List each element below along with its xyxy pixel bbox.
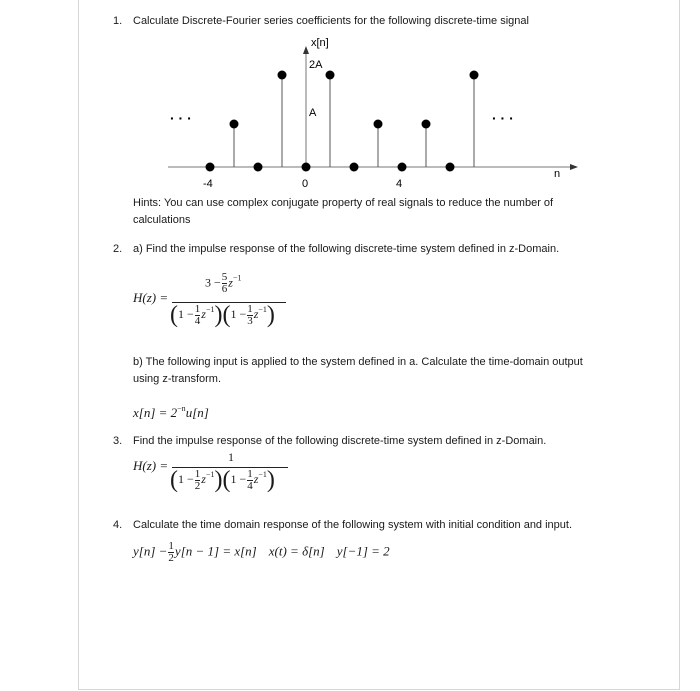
stem-point-n0 xyxy=(302,163,311,172)
q2-num-exp: −1 xyxy=(232,273,242,283)
stem-point-n-2 xyxy=(254,163,263,172)
q3-den-one-2: 1 − xyxy=(230,472,247,486)
label-2A: 2A xyxy=(309,59,323,71)
q2-den-z-2: z xyxy=(253,307,259,321)
q3-den-z-1: z xyxy=(201,472,206,486)
stem-point-n4 xyxy=(398,163,407,172)
q3-number: 3. xyxy=(113,435,123,447)
q2-den-f2-d: 3 xyxy=(247,314,253,327)
stem-point-n-3 xyxy=(230,120,239,129)
q3-den-z-2: z xyxy=(253,472,259,486)
q2b-prompt: b) The following input is applied to the system defined in a. Calculate the time-domain output xyxy=(133,356,583,368)
q1-number: 1. xyxy=(113,15,123,27)
q3-den-one-1: 1 − xyxy=(178,472,194,486)
q4-number: 4. xyxy=(113,519,123,531)
q2-num-lead: 3 − xyxy=(205,275,221,290)
q1-hint: Hints: You can use complex conjugate property of real signals to reduce the number of xyxy=(133,197,554,209)
tick-4: 4 xyxy=(396,178,403,190)
q3-den-f2-n: 1 xyxy=(247,467,253,480)
ellipsis-right: · · · xyxy=(492,110,514,126)
q2-den-one-1: 1 − xyxy=(178,307,194,321)
q2-den-exp-1: −1 xyxy=(205,305,215,314)
q4-lhs: y[n] − xyxy=(133,543,168,559)
q2-den-exp-2: −1 xyxy=(258,305,267,314)
q2-num-frac-d: 6 xyxy=(221,283,228,295)
q3-den-exp-1: −1 xyxy=(205,470,215,479)
q2-denominator: (1 − $\frac{1}{4}$ $z^{-1})(1$ − $\frac{1}{3}$ $z^{-1}$) xyxy=(170,302,275,328)
x-axis-arrow xyxy=(570,164,578,170)
q3-den-f1-n: 1 xyxy=(194,467,201,480)
y-axis-label: x[n] xyxy=(311,37,329,49)
q4-frac-d: 2 xyxy=(168,552,174,564)
stem-point-n5 xyxy=(422,120,431,129)
q2-den-f1-d: 4 xyxy=(194,314,201,327)
tick-neg4: -4 xyxy=(203,178,213,190)
stem-point-n1 xyxy=(326,71,335,80)
q4-prompt: Calculate the time domain response of the following system with initial condition and input. xyxy=(133,519,573,531)
q3-den-exp-2: −1 xyxy=(258,470,267,479)
q3-den-f2-d: 4 xyxy=(247,479,253,492)
q2-H-lhs: H(z) = xyxy=(133,290,169,305)
ellipsis-left: · · · xyxy=(170,110,192,126)
y-axis-arrow xyxy=(303,46,309,54)
q2-input-lhs: x[n] = 2 xyxy=(133,405,178,420)
q1-hint-cont: calculations xyxy=(133,214,191,226)
q4-init: y[−1] = 2 xyxy=(336,543,390,559)
q1-prompt: Calculate Discrete-Fourier series coefficients for the following discrete-time signal xyxy=(133,15,529,27)
q2-input-rhs: u[n] xyxy=(185,405,209,420)
q2-den-z-1: z xyxy=(201,307,206,321)
stem-point-n6 xyxy=(446,163,455,172)
q3-numerator: 1 xyxy=(228,450,234,464)
label-A: A xyxy=(309,107,317,119)
q4-frac-n: 1 xyxy=(168,540,174,552)
q2-num-frac-n: 5 xyxy=(221,271,228,283)
q2-input-exp: −n xyxy=(177,404,186,413)
stem-point-n2 xyxy=(350,163,359,172)
q3-prompt: Find the impulse response of the following discrete-time system defined in z-Domain. xyxy=(133,435,547,447)
q3-den-f1-d: 2 xyxy=(194,479,201,492)
q2-den-f2-n: 1 xyxy=(247,302,253,315)
q2-input-equation xyxy=(133,404,209,421)
q2-number: 2. xyxy=(113,243,123,255)
tick-0: 0 xyxy=(302,178,309,190)
q3-denominator: (1 − $\frac{1}{2}$ $z^{-1})(1$ − $\frac{1}{4}$ $z^{-1}$) xyxy=(170,467,275,493)
q4-equation xyxy=(133,541,390,564)
q3-H-lhs: H(z) = xyxy=(133,458,169,473)
stem-point-n-1 xyxy=(278,71,287,80)
stem-point-n3 xyxy=(374,120,383,129)
q2b-prompt-cont: using z-transform. xyxy=(133,373,222,385)
q2a-prompt: a) Find the impulse response of the following discrete-time system defined in z-Domain. xyxy=(133,243,560,255)
q4-mid: y[n − 1] = x[n] xyxy=(174,543,257,559)
q2-den-one-2: 1 − xyxy=(230,307,247,321)
stem-point-n-4 xyxy=(206,163,215,172)
stem-point-n7 xyxy=(470,71,479,80)
signal-stems xyxy=(206,71,479,172)
q2-numerator xyxy=(205,272,241,295)
q2-num-z: z xyxy=(228,275,233,290)
x-axis-label: n xyxy=(554,168,561,180)
q2-den-f1-n: 1 xyxy=(194,302,201,315)
q4-input: x(t) = δ[n] xyxy=(268,543,325,559)
